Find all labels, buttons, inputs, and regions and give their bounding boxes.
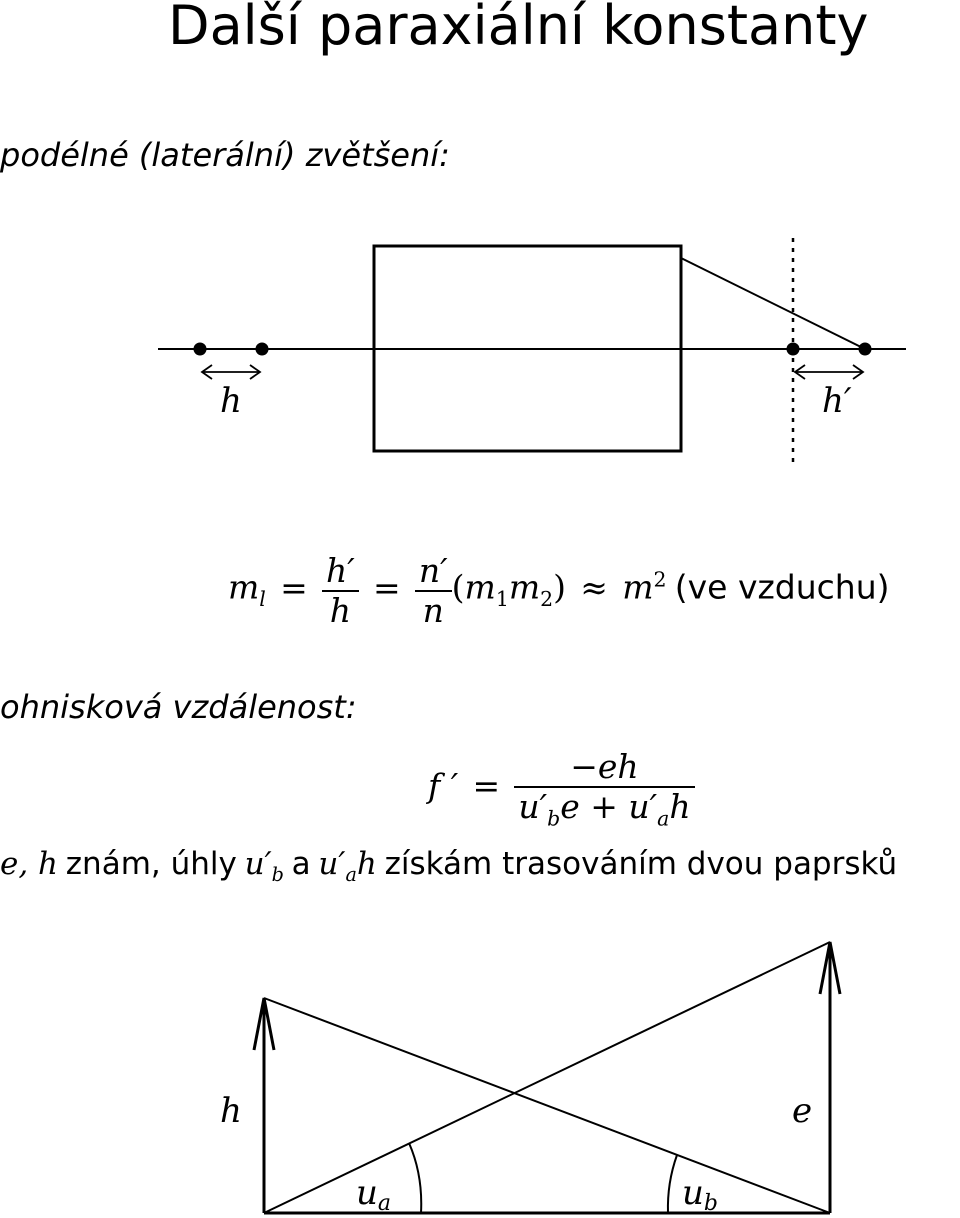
eq1-equals-1: =: [280, 567, 308, 607]
eq1-m1: m: [464, 567, 496, 607]
eq1-m-squared: m: [622, 567, 654, 607]
label-ua: ua: [356, 1173, 392, 1216]
magnification-diagram: [0, 220, 960, 480]
eq1-m-squared-sup: 2: [653, 567, 667, 592]
eq1-frac2-numerator: n′: [415, 552, 452, 592]
eq1-paren-open: (: [451, 567, 465, 607]
eq1-m2: m: [508, 567, 541, 607]
section-heading-focal-length: ohnisková vzdálenost:: [0, 688, 357, 726]
label-e-fig2: e: [792, 1091, 813, 1131]
eq1-frac1-numerator: h′: [322, 552, 359, 592]
known-text-1: znám, úhly: [65, 846, 237, 882]
known-vars: e, h: [0, 846, 59, 882]
eq1-paren-close: ): [553, 567, 567, 607]
eq2-denominator: [514, 788, 694, 831]
angle-ub-arc: [668, 1155, 677, 1213]
section-heading-longitudinal-magnification: podélné (laterální) zvětšení:: [0, 136, 450, 174]
label-h-prime: h′: [822, 381, 852, 421]
ray-tracing-diagram: [0, 930, 960, 1218]
known-ub: u′: [244, 846, 272, 882]
eq1-lhs: m: [228, 567, 260, 607]
label-h-fig2: h: [220, 1091, 242, 1131]
known-quantities-text: [0, 846, 897, 886]
known-ua: u′: [318, 846, 346, 882]
ray-a: [264, 942, 830, 1213]
eq2-fraction: [514, 748, 694, 831]
angle-ua-arc: [409, 1143, 421, 1213]
eq1-note-in-air: (ve vzduchu): [674, 567, 890, 607]
object-point-1: [194, 343, 207, 356]
label-h: h: [220, 381, 242, 421]
eq2-lhs: f ′: [428, 766, 459, 806]
exit-ray: [681, 258, 865, 349]
h-double-arrow: [202, 365, 260, 379]
eq1-equals-2: =: [373, 567, 401, 607]
ray-b: [264, 998, 830, 1213]
eq2-den-e-plus: e +: [560, 786, 629, 826]
longitudinal-magnification-equation: [228, 552, 890, 630]
eq2-den-ub: u′: [518, 786, 548, 826]
eq2-equals: =: [472, 766, 501, 806]
eq1-fraction-hprime-h: [322, 552, 359, 630]
page-title: Další paraxiální konstanty: [168, 0, 869, 57]
eq1-m2-sub: 2: [540, 587, 554, 612]
eq2-numerator: −eh: [514, 748, 694, 788]
eq2-den-ub-sub: b: [547, 806, 561, 831]
known-ub-sub: b: [271, 863, 284, 887]
known-h: h: [356, 846, 377, 882]
eq2-den-ua: u′: [628, 786, 658, 826]
label-ub: ub: [682, 1173, 718, 1216]
object-point-2: [256, 343, 269, 356]
known-text-2: získám trasováním dvou paprsků: [384, 846, 898, 882]
eq2-den-ua-sub: a: [657, 806, 670, 831]
eq1-frac1-denominator: h: [329, 590, 351, 630]
eq1-frac2-denominator: n: [422, 590, 444, 630]
known-and: a: [291, 846, 311, 882]
eq2-den-h: h: [669, 786, 691, 826]
eq1-approx: ≈: [580, 567, 608, 607]
eq1-lhs-sub: l: [259, 587, 266, 612]
focal-length-equation: [428, 748, 695, 831]
eq1-fraction-nprime-n: [415, 552, 452, 630]
image-point-2: [859, 343, 872, 356]
eq1-m1-sub: 1: [495, 587, 509, 612]
image-point-1: [787, 343, 800, 356]
h-prime-double-arrow: [795, 365, 863, 379]
known-ua-sub: a: [345, 863, 357, 887]
